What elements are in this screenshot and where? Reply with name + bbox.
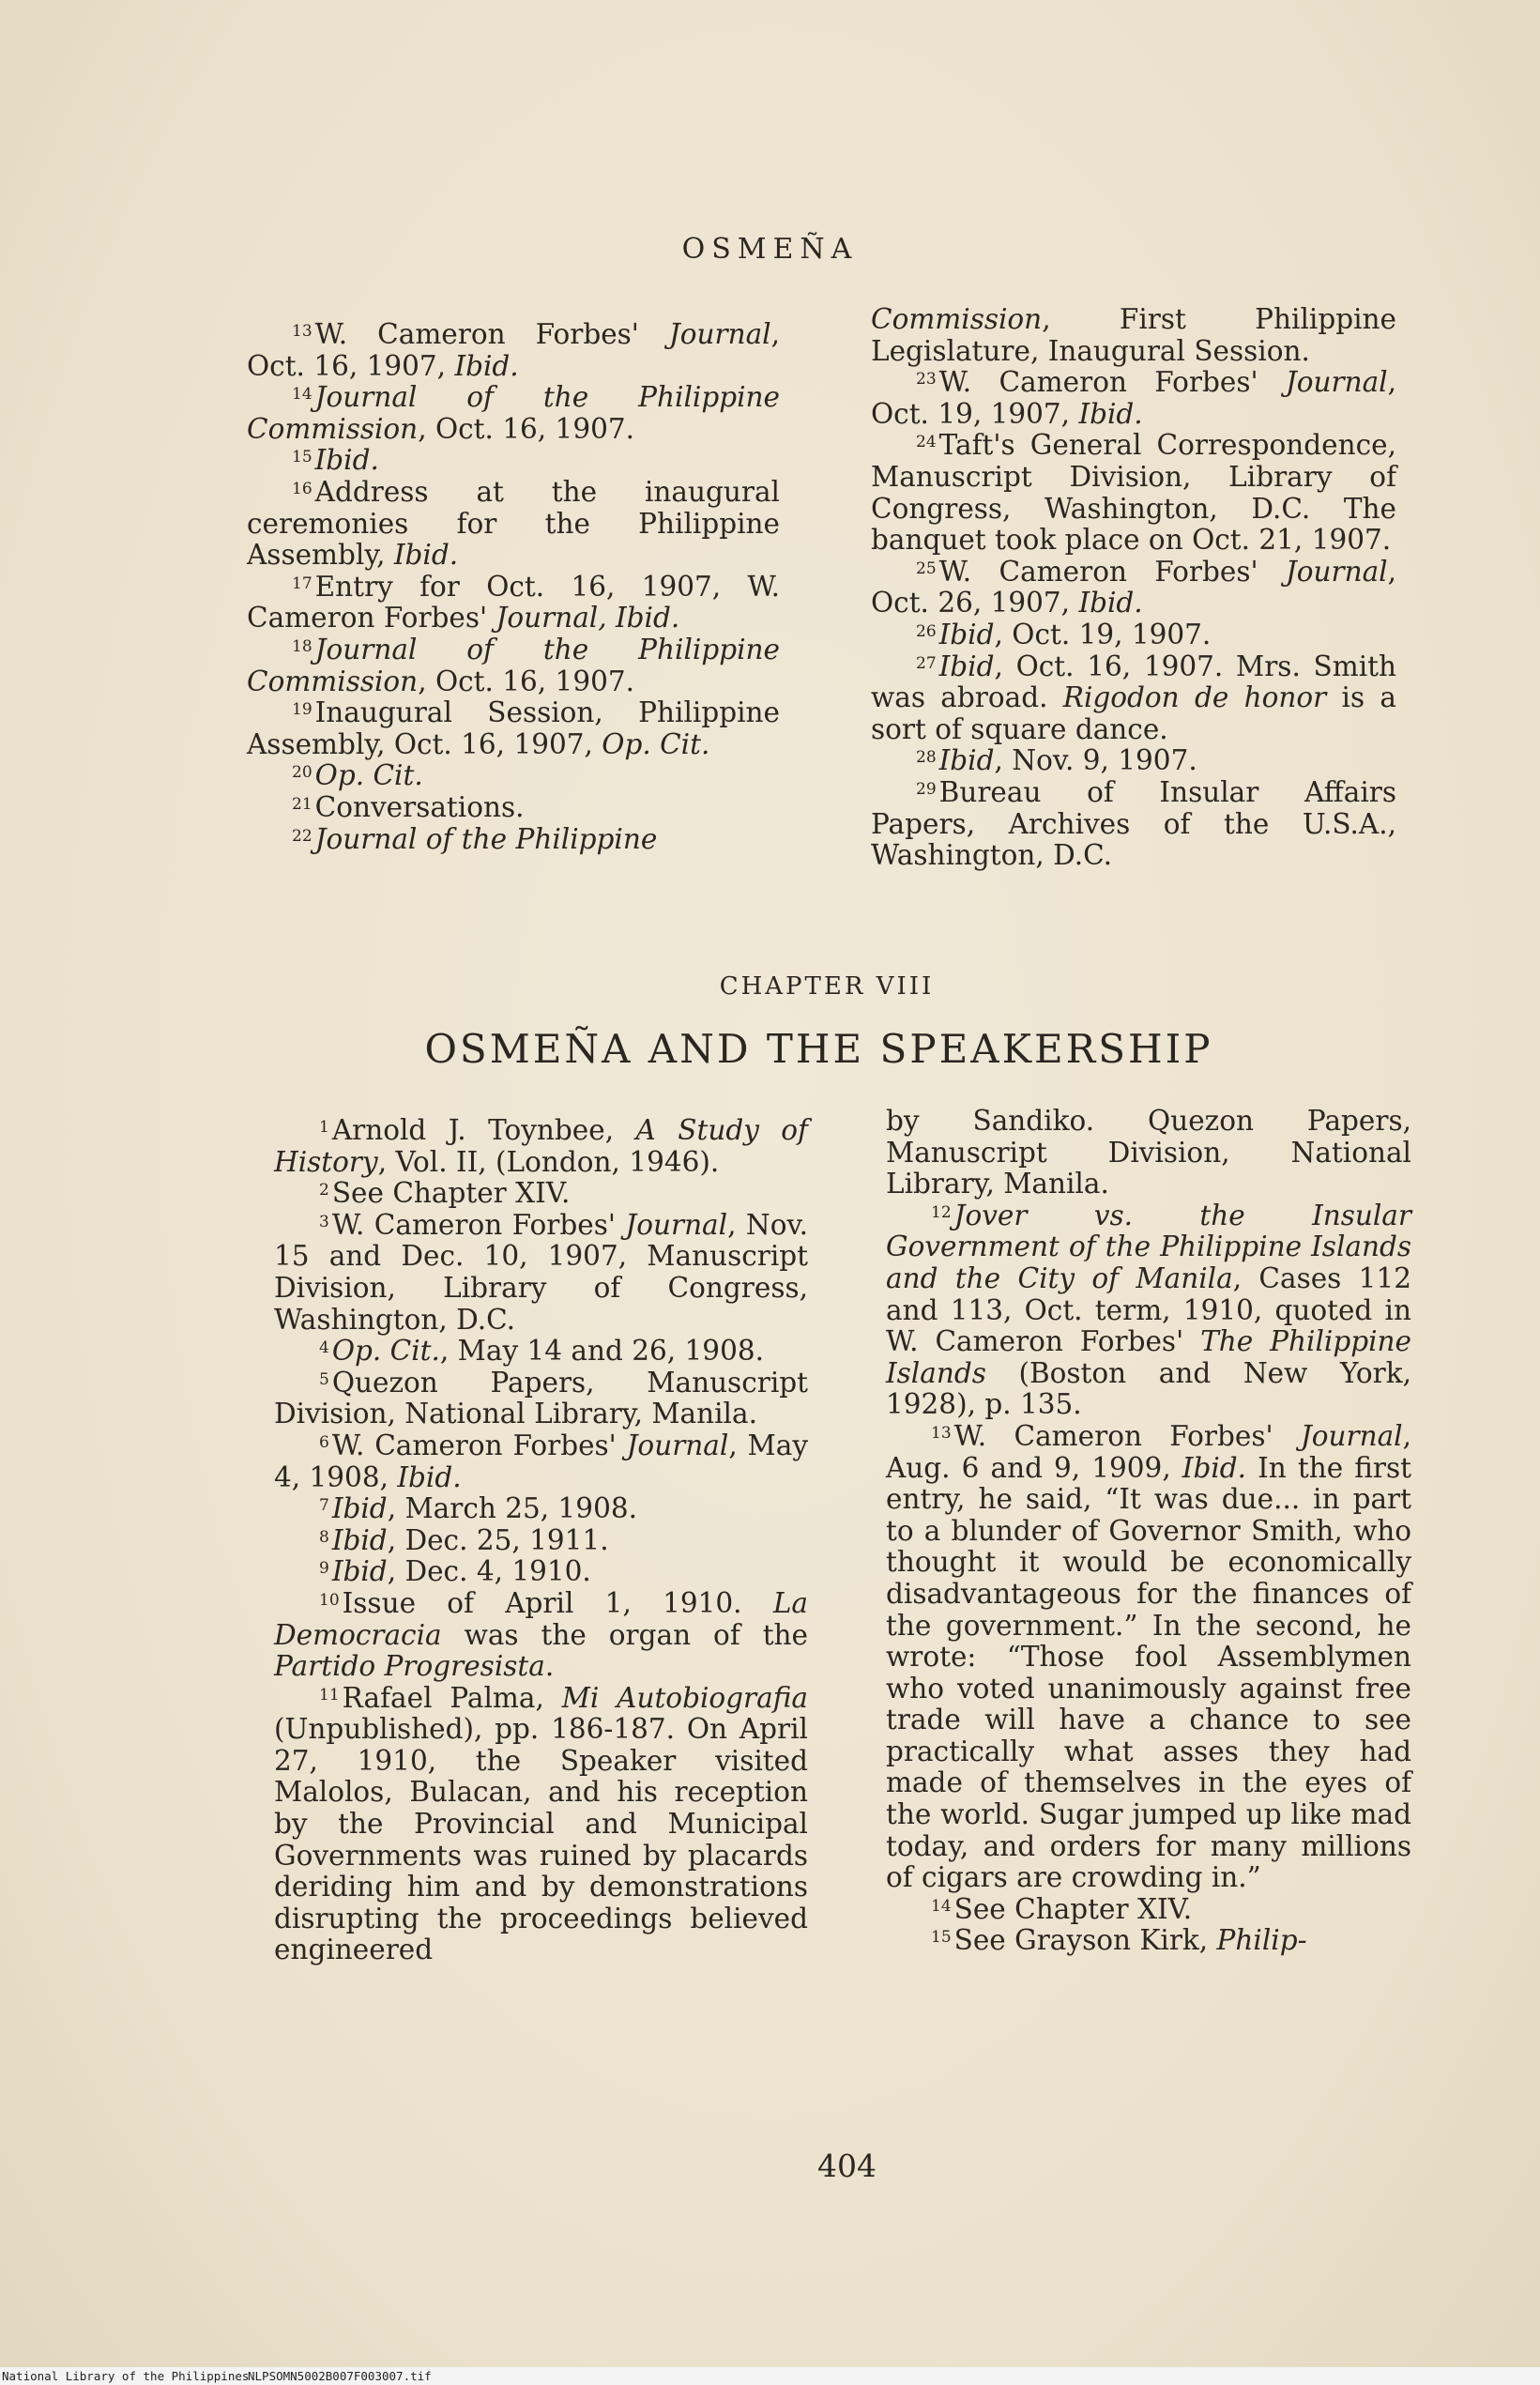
footer-file: NLPSOMN5002B007F003007.tif [248, 2369, 432, 2383]
footnote-text: , May 14 and 26, 1908. [439, 1335, 764, 1368]
footnote-number: 11 [319, 1685, 340, 1705]
footnote-text: W. Cameron Forbes' [331, 1429, 627, 1461]
footnote-text: , First Philippine Legislature, Inaugural Session. [871, 303, 1396, 367]
footnote-continuation [886, 1106, 1411, 1200]
footnote-text: , Oct. 26, 1907, [871, 555, 1396, 619]
footnote-text: , Vol. II, (London, 1946). [377, 1145, 720, 1178]
footnote-continuation [871, 304, 1396, 367]
footnote [871, 745, 1396, 777]
footnote-number: 3 [319, 1212, 329, 1231]
footnote [274, 1368, 808, 1430]
footnote [274, 1525, 808, 1557]
footnote-italic-text: Ibid [938, 618, 995, 650]
footnote-number: 1 [319, 1118, 329, 1137]
footnote-number: 7 [319, 1496, 329, 1516]
footnote-italic-text: Ibid [938, 744, 995, 777]
footnote-text: Bureau of Insular Affairs Papers, Archives of the U.S.A., Washington, D.C. [871, 775, 1396, 872]
footnote-italic-text: Ibid [938, 650, 995, 682]
footnote-number: 19 [292, 700, 313, 720]
scan-footer [0, 2367, 1540, 2385]
footnote [247, 792, 780, 824]
footnote-italic-text: Philip- [1216, 1924, 1307, 1957]
notes-column-bottom-left [274, 1115, 808, 1966]
footnote-text: See Grayson Kirk, [953, 1924, 1217, 1957]
footnote [886, 1894, 1411, 1926]
footnote-text: , Nov. 9, 1907. [994, 744, 1197, 777]
chapter-label: CHAPTER VIII [719, 972, 935, 1001]
footnote-text: W. Cameron Forbes' [331, 1208, 626, 1241]
page-number: 404 [817, 2148, 877, 2184]
footnote-number: 29 [916, 779, 937, 799]
footnote-text: , March 25, 1908. [387, 1492, 637, 1525]
footnote-number: 14 [292, 385, 313, 405]
footnote-text: was the organ of the [441, 1618, 808, 1651]
footnote-text: Rafael Palma, [342, 1681, 562, 1714]
footnote-italic-text: Ibid [331, 1492, 388, 1525]
footnote-number: 15 [292, 448, 313, 467]
footnote-text: See Chapter XIV. [953, 1892, 1193, 1925]
footnote-italic-text: Journal of the Philippine Commission [247, 381, 780, 445]
footnote-italic-text: La Democracia [274, 1586, 808, 1651]
footnote-text: W. Cameron Forbes' [938, 366, 1286, 399]
footnote-italic-text: Partido Progresista [274, 1650, 545, 1683]
footnote-number: 10 [319, 1590, 340, 1610]
footnote-number: 21 [292, 794, 313, 814]
footnote-text: (Boston and New York, 1928), p. 135. [886, 1356, 1411, 1421]
footnote-number: 9 [319, 1559, 329, 1579]
footnote-italic-text: Ibid. [1078, 587, 1143, 619]
footnote-number: 27 [916, 653, 937, 673]
footnote-text: . [544, 1650, 555, 1683]
footnote-number: 26 [916, 621, 937, 641]
footnote-italic-text: Journal [625, 1208, 728, 1241]
footnote [274, 1210, 808, 1336]
footnote-number: 12 [931, 1202, 952, 1222]
footnote-text: , Oct. 16, 1907. [418, 412, 635, 445]
footnote [871, 619, 1396, 651]
footnote-text: , Dec. 4, 1910. [387, 1555, 591, 1588]
footnote-text: , Oct. 19, 1907. [994, 618, 1212, 650]
footnote-number: 23 [916, 370, 937, 390]
footnote-text: is a sort of square dance. [871, 681, 1396, 745]
footnote [871, 367, 1396, 430]
footnote-text: Entry for Oct. 16, 1907, W. Cameron Forbes' [247, 570, 780, 634]
footnote-number: 13 [931, 1423, 952, 1443]
notes-column-top-left [247, 319, 780, 855]
footnote-number: 16 [292, 479, 313, 498]
footnote-text: , Oct. 16, 1907. Mrs. Smith was abroad. [871, 650, 1396, 714]
footnote-italic-text: Op. Cit. [331, 1335, 440, 1368]
footnote [247, 824, 780, 856]
footnote-text: , Dec. 25, 1911. [387, 1523, 609, 1556]
footnote-number: 24 [916, 433, 937, 452]
running-head: OSMEÑA [681, 233, 859, 266]
notes-column-top-right [871, 304, 1396, 872]
footnote-italic-text: Commission [871, 303, 1043, 335]
footnote-text: Issue of April 1, 1910. [342, 1586, 773, 1619]
footnote-text: , Nov. 15 and Dec. 10, 1907, Manuscript Division, Library of Congress, Washington, D.C. [274, 1208, 808, 1336]
footnote-italic-text: Op. Cit. [314, 759, 423, 792]
footnote [247, 382, 780, 445]
footnote-text: by Sandiko. Quezon Papers, Manuscript Division, National Library, Manila. [886, 1105, 1411, 1200]
footnote [886, 1200, 1411, 1421]
footnote-italic-text: The Philippine Islands [886, 1325, 1411, 1389]
footnote-italic-text: Journal [1285, 555, 1388, 588]
footnote-italic-text: Ibid. [1078, 397, 1143, 430]
footnote-italic-text: Ibid. [454, 349, 519, 382]
footnote-number: 5 [319, 1369, 329, 1389]
footnote-text: W. Cameron Forbes' [953, 1419, 1301, 1452]
footnote-text: Arnold J. Toynbee, [331, 1114, 636, 1146]
footnote-number: 20 [292, 763, 313, 783]
footnote-number: 15 [931, 1928, 952, 1948]
footnote [247, 572, 780, 634]
footnote-italic-text: Journal of the Philippine [314, 822, 658, 855]
footnote-text: (Unpublished), pp. 186-187. On April 27, 1910, the Speaker visited Malolos, Bulacan, and his reception by the Provincial and Municipal Governments was ruined by placards deriding him and by demonstrations disrupting the proceedings believed engineered [274, 1713, 808, 1966]
footnote [871, 557, 1396, 619]
footnote-text: Address at the inaugural ceremonies for the Philippine Assembly, [247, 475, 780, 572]
footnote-text: , Oct. 16, 1907. [418, 665, 635, 697]
footnote-text: See Chapter XIV. [331, 1177, 571, 1210]
footnote-text: , Cases 112 and 113, Oct. term, 1910, quoted in W. Cameron Forbes' [886, 1261, 1411, 1358]
footnote-number: 6 [319, 1432, 329, 1452]
footnote-number: 8 [319, 1527, 329, 1547]
footnote [247, 760, 780, 792]
footnote-number: 28 [916, 748, 937, 768]
footnote [886, 1421, 1411, 1894]
footnote-text: , Oct. 19, 1907, [871, 366, 1396, 430]
footnote-italic-text: Ibid. [393, 539, 459, 572]
footnote [274, 1556, 808, 1588]
footnote-italic-text: Jover vs. the Insular Government of the Philippine Islands and the City of Manila [886, 1199, 1411, 1294]
footnote-italic-text: Journal, Ibid. [496, 602, 680, 634]
footnote-number: 4 [319, 1338, 329, 1358]
footnote-text: Taft's General Correspondence, Manuscript Division, Library of Congress, Washington, D.C. The banquet took place on Oct. 21, 1907. [871, 429, 1396, 557]
footnote [247, 445, 780, 477]
footnote-number: 2 [319, 1181, 329, 1200]
footnote [274, 1588, 808, 1683]
footnote-number: 14 [931, 1896, 952, 1916]
footnote-italic-text: Journal of the Philippine Commission [247, 633, 780, 697]
chapter-title: OSMEÑA AND THE SPEAKERSHIP [424, 1026, 1213, 1072]
footnote [274, 1178, 808, 1210]
footnote [886, 1925, 1411, 1957]
footnote-italic-text: Journal [1285, 366, 1388, 399]
footnote-text: , May 4, 1908, [274, 1429, 808, 1493]
notes-column-bottom-right [886, 1106, 1411, 1957]
footnote [274, 1493, 808, 1525]
footnote-number: 22 [292, 826, 313, 846]
footnote-italic-text: Ibid [331, 1523, 388, 1556]
footnote-italic-text: Journal [626, 1429, 729, 1461]
footnote-text: W. Cameron Forbes' [314, 318, 669, 350]
footnote-text: Quezon Papers, Manuscript Division, National Library, Manila. [274, 1366, 808, 1430]
footnote-number: 18 [292, 636, 313, 656]
footnote-italic-text: Mi Autobiografia [561, 1681, 808, 1714]
footnote-italic-text: Ibid. [397, 1460, 462, 1493]
footnote [871, 777, 1396, 872]
footnote [247, 634, 780, 697]
footnote [274, 1430, 808, 1493]
footnote [274, 1683, 808, 1966]
footnote-number: 25 [916, 558, 937, 578]
footnote-italic-text: Journal [668, 318, 771, 350]
footnote-italic-text: A Study of History [274, 1114, 808, 1178]
footnote-text: , Aug. 6 and 9, 1909, [886, 1419, 1411, 1484]
footnote-italic-text: Ibid. [1182, 1451, 1247, 1484]
footnote [274, 1115, 808, 1178]
footnote-text: , Oct. 16, 1907, [247, 318, 780, 382]
footnote-text: W. Cameron Forbes' [938, 555, 1286, 588]
footnote-italic-text: Op. Cit. [602, 727, 710, 760]
footnote-text: In the first entry, he said, “It was due... in part to a blunder of Governor Smith, who thought it would be economically disadvantageous for the finances of the government.” In the second, he wrote: “Those fool Assemblymen who voted unanimously against free trade will have a chance to see practically what asses they had made of themselves in the eyes of the world. Sugar jumped up like mad today, and orders for many millions of cigars are crowding in.” [886, 1451, 1411, 1894]
footer-source: National Library of the Philippines [2, 2369, 250, 2383]
footnote [871, 651, 1396, 746]
footnote-number: 17 [292, 573, 313, 593]
footnote-text: Inaugural Session, Philippine Assembly, Oct. 16, 1907, [247, 696, 780, 760]
footnote [871, 430, 1396, 556]
footnote [274, 1336, 808, 1368]
footnote-italic-text: Journal [1300, 1419, 1403, 1452]
footnote-italic-text: Rigodon de honor [1062, 681, 1327, 714]
footnote [247, 319, 780, 382]
footnote-number: 13 [292, 322, 313, 341]
footnote-italic-text: Ibid. [314, 444, 379, 477]
footnote [247, 697, 780, 760]
footnote-italic-text: Ibid [331, 1555, 388, 1588]
footnote [247, 477, 780, 572]
footnote-text: Conversations. [314, 790, 525, 823]
